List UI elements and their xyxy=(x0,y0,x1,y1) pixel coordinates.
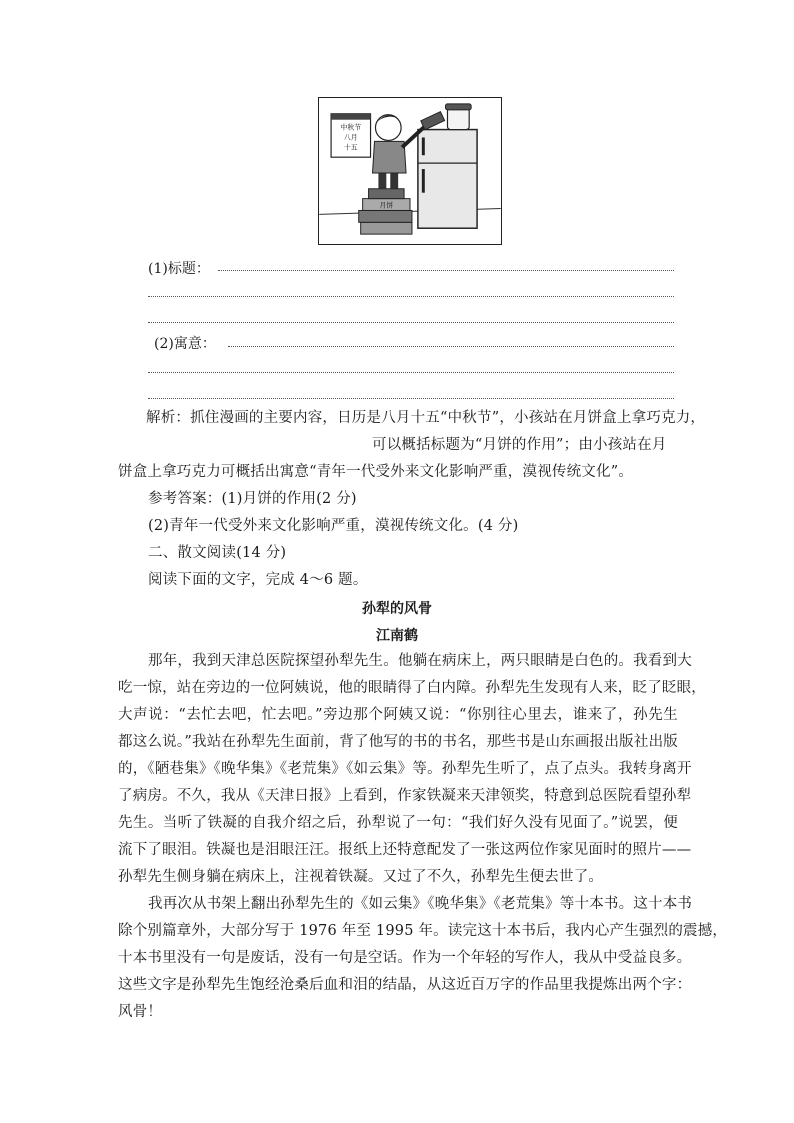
q2-answer-line-3[interactable] xyxy=(148,398,674,399)
section-heading: 二、散文阅读(14 分) xyxy=(148,545,287,561)
p1-line-2: 吃一惊，站在旁边的一位阿姨说，他的眼睛得了白内障。孙犁先生发现有人来，眨了眨眼， xyxy=(118,680,706,696)
analysis-line-2: 可以概括标题为“月饼的作用”；由小孩站在月 xyxy=(372,437,667,453)
analysis-line-1: 解析：抓住漫画的主要内容，日历是八月十五“中秋节”，小孩站在月饼盒上拿巧克力， xyxy=(146,410,706,426)
p1-line-3: 大声说：“去忙去吧，忙去吧。”旁边那个阿姨又说：“你别往心里去，谁来了，孙先生 xyxy=(118,707,678,723)
article-author: 江南鹤 xyxy=(376,628,418,644)
calendar-text-3: 十五 xyxy=(343,143,358,152)
p1-line-1: 那年，我到天津总医院探望孙犁先生。他躺在病床上，两只眼睛是白色的。我看到大 xyxy=(148,653,692,669)
calendar-text-2: 八月 xyxy=(343,133,358,142)
p2-line-5: 风骨！ xyxy=(118,1004,163,1020)
p1-line-7: 先生。当听了铁凝的自我介绍之后，孙犁说了一句：“我们好久没有见面了。”说罢，便 xyxy=(118,815,678,831)
q1-answer-line-1[interactable] xyxy=(218,270,674,271)
article-title: 孙犁的风骨 xyxy=(362,601,432,617)
p1-line-9: 孙犁先生侧身躺在病床上，注视着铁凝。又过了不久，孙犁先生便去世了。 xyxy=(118,869,604,885)
q1-answer-line-3[interactable] xyxy=(148,322,674,323)
reference-line-2: (2)青年一代受外来文化影响严重，漠视传统文化。(4 分) xyxy=(148,518,519,534)
p2-line-4: 这些文字是孙犁先生饱经沧桑后血和泪的结晶，从这近百万字的作品里我提炼出两个字： xyxy=(118,977,692,993)
p1-line-4: 都这么说。”我站在孙犁先生面前，背了他写的书的书名，那些书是山东画报出版社出版 xyxy=(118,734,678,750)
q1-answer-line-2[interactable] xyxy=(148,296,674,297)
p2-line-2: 除个别篇章外，大部分写于 1976 年至 1995 年。读完这十本书后，我内心产生强烈的震撼， xyxy=(118,923,728,939)
p2-line-1: 我再次从书架上翻出孙犁先生的《如云集》《晚华集》《老荒集》等十本书。这十本书 xyxy=(148,896,693,912)
q2-answer-line-2[interactable] xyxy=(148,372,674,373)
p1-line-5: 的，《陋巷集》《晚华集》《老荒集》《如云集》等。孙犁先生听了，点了点头。我转身离开 xyxy=(118,761,692,777)
reference-line-1: 参考答案：(1)月饼的作用(2 分) xyxy=(148,491,357,507)
q2-label: (2)寓意： xyxy=(154,336,216,352)
q1-label: (1)标题： xyxy=(148,261,210,277)
box-label: 月饼 xyxy=(379,201,394,210)
section-instruction: 阅读下面的文字，完成 4～6 题。 xyxy=(148,572,368,588)
p1-line-6: 了病房。不久，我从《天津日报》上看到，作家铁凝来天津领奖，特意到总医院看望孙犁 xyxy=(118,788,692,804)
p1-line-8: 流下了眼泪。铁凝也是泪眼汪汪。报纸上还特意配发了一张这两位作家见面时的照片—— xyxy=(118,842,692,858)
p2-line-3: 十本书里没有一句是废话，没有一句是空话。作为一个年轻的写作人，我从中受益良多。 xyxy=(118,950,692,966)
cartoon-illustration xyxy=(318,97,502,245)
analysis-line-3: 饼盒上拿巧克力可概括出寓意“青年一代受外来文化影响严重，漠视传统文化”。 xyxy=(118,464,634,480)
q2-answer-line-1[interactable] xyxy=(228,346,674,347)
calendar-text-1: 中秋节 xyxy=(340,123,362,132)
cartoon-drawing xyxy=(319,98,501,244)
